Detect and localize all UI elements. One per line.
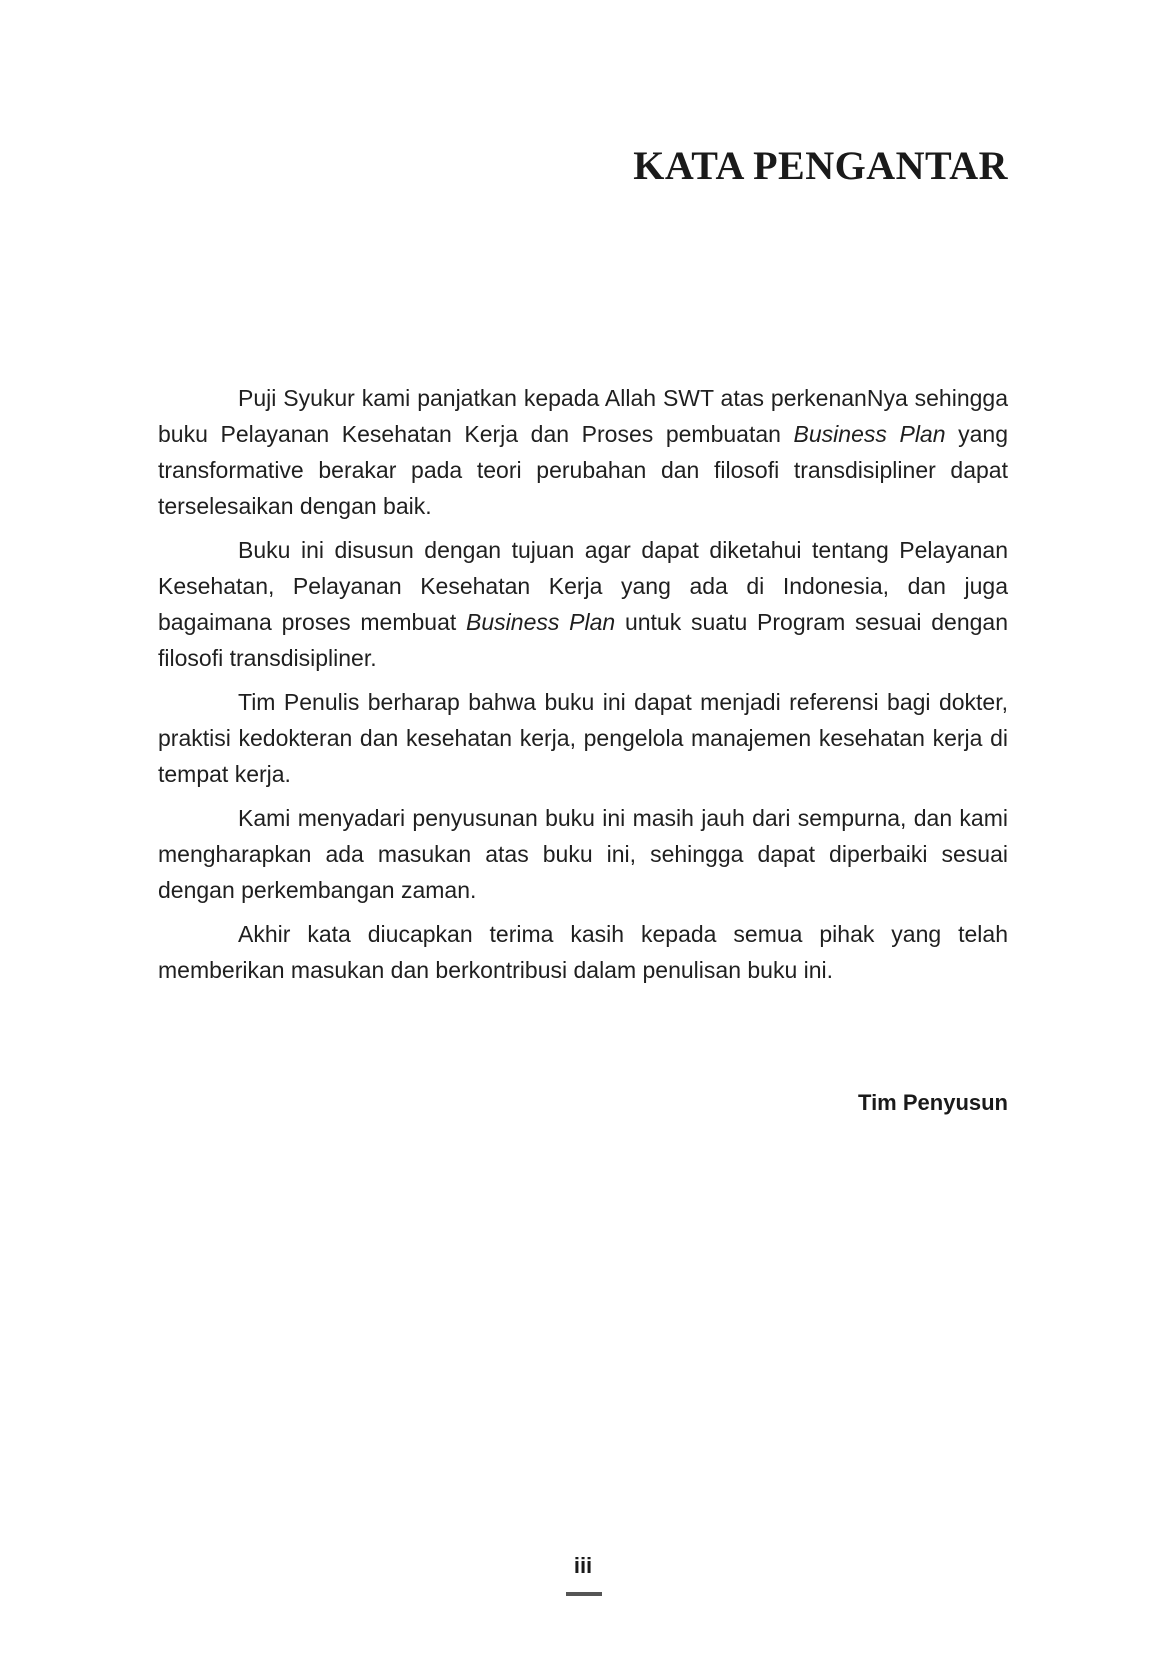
paragraph-1-text-a: Puji Syukur kami panjatkan kepada Allah SWT atas perkenanNya sehingga buku Pelayanan Kesehatan Kerja dan Proses pembuatan: [158, 385, 1008, 447]
paragraph-4: Kami menyadari penyusunan buku ini masih jauh dari sempurna, dan kami mengharapkan ada masukan atas buku ini, sehingga dapat diperbaiki sesuai dengan perkembangan zaman.: [158, 805, 1008, 903]
page-title: KATA PENGANTAR: [633, 143, 1008, 188]
page-number: iii: [573, 1553, 593, 1578]
body-text: [158, 380, 1008, 996]
paragraph-2-text-a: Buku ini disusun dengan tujuan agar dapat diketahui tentang Pelayanan Kesehatan, Pelayanan Kesehatan Kerja yang ada di Indonesia, dan juga bagaimana proses membuat: [158, 537, 1008, 635]
paragraph-5: Akhir kata diucapkan terima kasih kepada semua pihak yang telah memberikan masukan dan berkontribusi dalam penulisan buku ini.: [158, 921, 1008, 983]
paragraph-2-italic-term: Business Plan: [466, 609, 616, 635]
paragraph-1-italic-term: Business Plan: [793, 421, 946, 447]
page-number-rule: [566, 1592, 602, 1596]
paragraph-1: [158, 380, 1008, 524]
paragraph-2-text-b: untuk suatu Program sesuai dengan filosofi transdisipliner.: [158, 609, 1009, 671]
paragraph-1-text-b: yang transformative berakar pada teori perubahan dan filosofi transdisipliner dapat terselesaikan dengan baik.: [158, 421, 1008, 519]
paragraph-2: [158, 532, 1008, 676]
signature: Tim Penyusun: [858, 1090, 1008, 1115]
paragraph-3: Tim Penulis berharap bahwa buku ini dapat menjadi referensi bagi dokter, praktisi kedokteran dan kesehatan kerja, pengelola manajemen kesehatan kerja di tempat kerja.: [158, 689, 1008, 787]
